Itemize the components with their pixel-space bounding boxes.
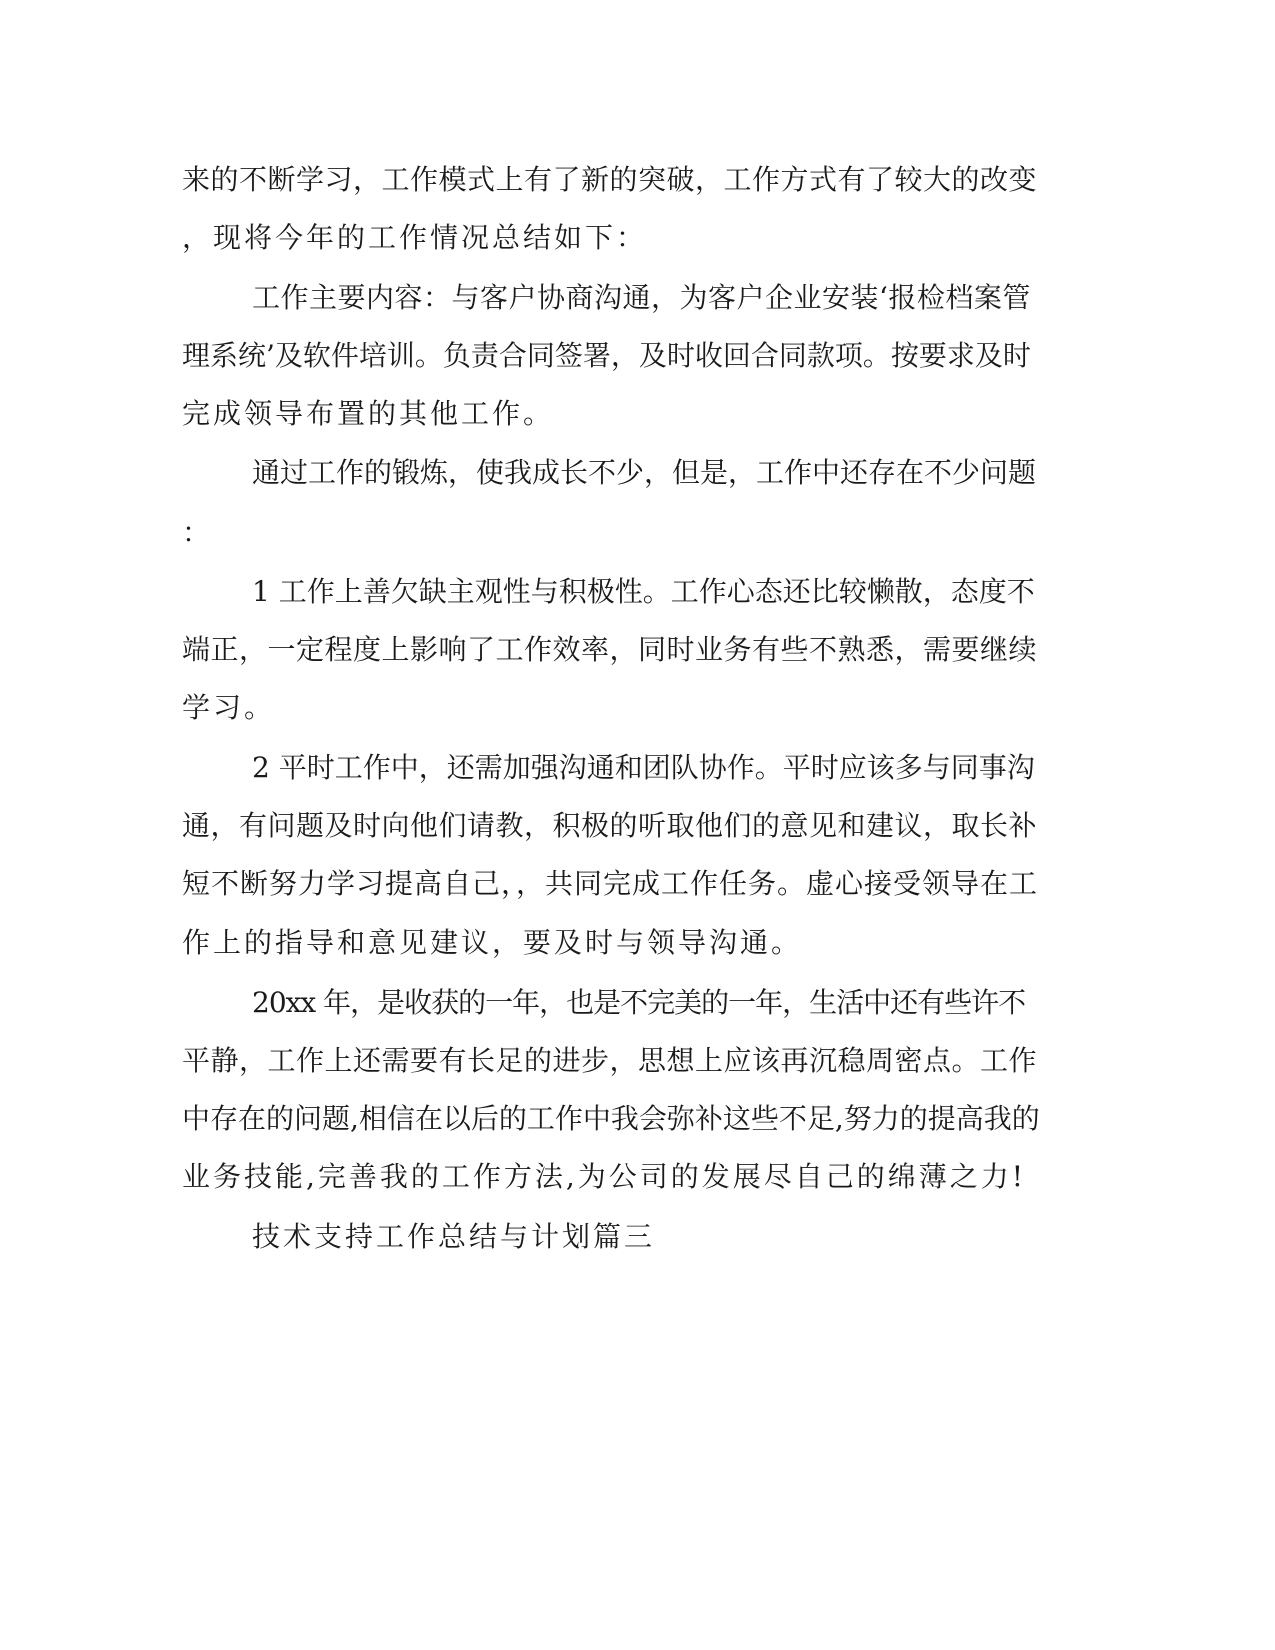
text-line: 来的不断学习，工作模式上有了新的突破，工作方式有了较大的改变 (182, 163, 1038, 196)
section-heading: 技术支持工作总结与计划篇三 (252, 1220, 656, 1253)
text-line: 通，有问题及时向他们请教，积极的听取他们的意见和建议，取长补 (182, 809, 1038, 842)
paragraph-start-line: 20xx 年，是收获的一年，也是不完美的一年，生活中还有些许不 (252, 986, 1026, 1019)
text-line: 短不断努力学习提高自己，，共同完成工作任务。虚心接受领导在工 (182, 867, 1039, 900)
paragraph-start-line: 通过工作的锻炼，使我成长不少，但是，工作中还存在不少问题 (252, 456, 1037, 489)
text-line: 完成领导布置的其他工作。 (182, 397, 555, 430)
text-line: 业务技能,完善我的工作方法,为公司的发展尽自己的绵薄之力! (182, 1160, 1027, 1193)
paragraph-start-line: 1 工作上善欠缺主观性与积极性。工作心态还比较懒散，态度不 (252, 575, 1035, 608)
text-line: 作上的指导和意见建议，要及时与领导沟通。 (182, 926, 803, 959)
text-line: 端正，一定程度上影响了工作效率，同时业务有些不熟悉，需要继续 (182, 633, 1038, 666)
paragraph-start-line: 工作主要内容：与客户协商沟通，为客户企业安装‘报检档案管 (252, 281, 1031, 314)
text-line: 理系统’及软件培训。负责合同签署，及时收回合同款项。按要求及时 (182, 339, 1031, 372)
text-line: ： (182, 516, 214, 549)
text-line: 学习。 (182, 691, 276, 724)
paragraph-start-line: 2 平时工作中，还需加强沟通和团队协作。平时应该多与同事沟 (252, 751, 1035, 784)
text-line: 中存在的问题,相信在以后的工作中我会弥补这些不足,努力的提高我的 (182, 1102, 1040, 1135)
text-line: 平静，工作上还需要有长足的进步，思想上应该再沉稳周密点。工作 (182, 1044, 1038, 1077)
text-line: ，现将今年的工作情况总结如下： (182, 221, 648, 254)
